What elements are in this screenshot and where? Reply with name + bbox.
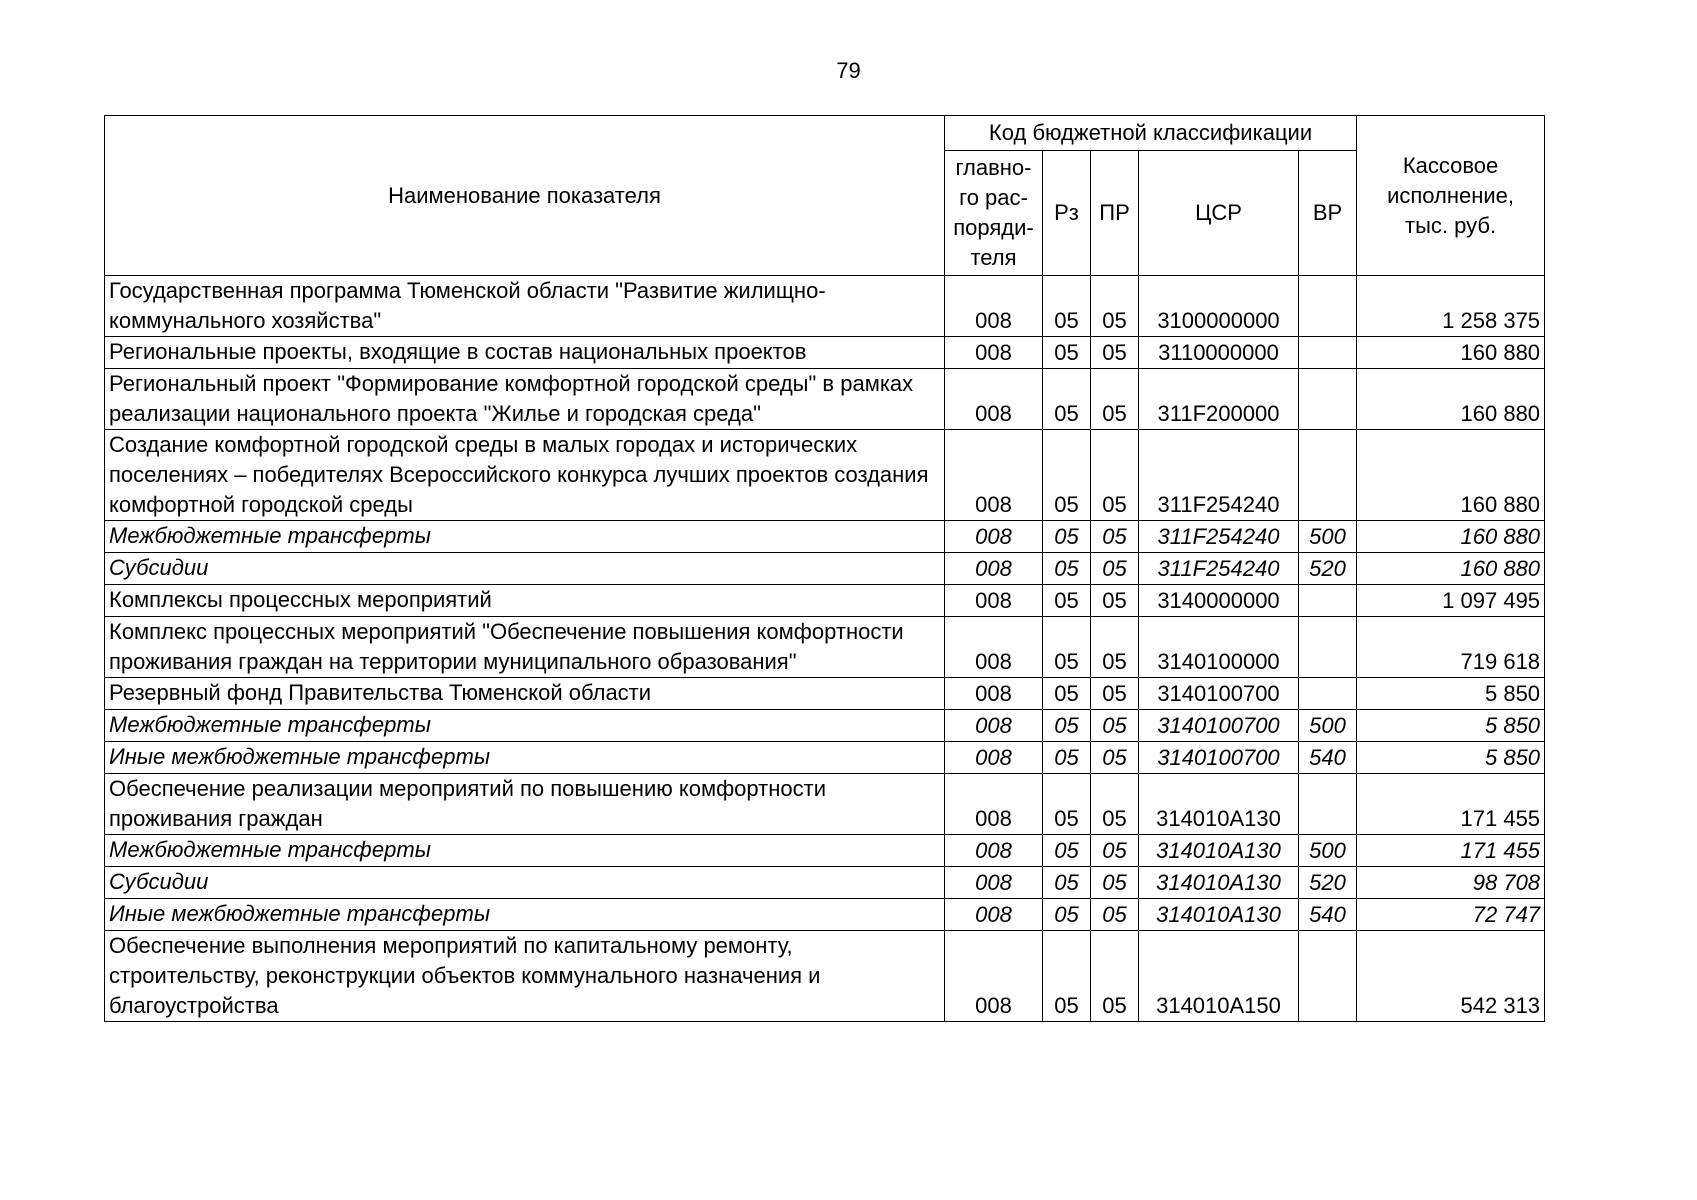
- header-glav: [945, 151, 1043, 276]
- header-amount: [1357, 116, 1545, 276]
- row-glav: 008: [945, 276, 1043, 337]
- row-csr: 3140100000: [1139, 617, 1299, 678]
- row-glav: 008: [945, 337, 1043, 369]
- row-amount: 542 313: [1357, 931, 1545, 1022]
- row-amount: 160 880: [1357, 337, 1545, 369]
- header-rz: Рз: [1043, 151, 1091, 276]
- table-row: [105, 710, 1545, 742]
- row-name: Обеспечение выполнения мероприятий по капитальному ремонту, строительству, реконструкции объектов коммунального назначения и благоустройства: [105, 931, 945, 1022]
- row-csr: 3110000000: [1139, 337, 1299, 369]
- row-name: Государственная программа Тюменской области "Развитие жилищно-коммунального хозяйства": [105, 276, 945, 337]
- header-amount-line: Кассовое: [1402, 152, 1499, 178]
- header-glav-line: поряди-: [953, 215, 1034, 240]
- row-csr: 3140000000: [1139, 585, 1299, 617]
- row-vr: [1299, 337, 1357, 369]
- row-amount: 160 880: [1357, 553, 1545, 585]
- table-row: [105, 835, 1545, 867]
- row-vr: [1299, 276, 1357, 337]
- row-name: Региональный проект "Формирование комфортной городской среды" в рамках реализации национального проекта "Жилье и городская среда": [105, 369, 945, 430]
- row-vr: [1299, 678, 1357, 710]
- row-pr: 05: [1091, 867, 1139, 899]
- row-pr: 05: [1091, 430, 1139, 521]
- row-csr: 311F254240: [1139, 521, 1299, 553]
- row-rz: 05: [1043, 337, 1091, 369]
- row-glav: 008: [945, 867, 1043, 899]
- row-glav: 008: [945, 899, 1043, 931]
- table-body: [105, 276, 1545, 1022]
- row-csr: 314010A130: [1139, 774, 1299, 835]
- header-vr: ВР: [1299, 151, 1357, 276]
- table-row: [105, 899, 1545, 931]
- row-name: Субсидии: [105, 553, 945, 585]
- row-vr: [1299, 369, 1357, 430]
- row-amount: 72 747: [1357, 899, 1545, 931]
- row-csr: 311F200000: [1139, 369, 1299, 430]
- row-name: Межбюджетные трансферты: [105, 521, 945, 553]
- table-row: [105, 678, 1545, 710]
- row-pr: 05: [1091, 678, 1139, 710]
- row-rz: 05: [1043, 430, 1091, 521]
- row-pr: 05: [1091, 931, 1139, 1022]
- row-pr: 05: [1091, 521, 1139, 553]
- table-row: [105, 337, 1545, 369]
- row-rz: 05: [1043, 585, 1091, 617]
- row-amount: 1 258 375: [1357, 276, 1545, 337]
- row-amount: 160 880: [1357, 430, 1545, 521]
- row-rz: 05: [1043, 617, 1091, 678]
- row-rz: 05: [1043, 742, 1091, 774]
- row-amount: 171 455: [1357, 835, 1545, 867]
- row-rz: 05: [1043, 774, 1091, 835]
- row-glav: 008: [945, 774, 1043, 835]
- row-pr: 05: [1091, 617, 1139, 678]
- table-row: [105, 521, 1545, 553]
- row-glav: 008: [945, 678, 1043, 710]
- row-amount: 719 618: [1357, 617, 1545, 678]
- row-name: Обеспечение реализации мероприятий по повышению комфортности проживания граждан: [105, 774, 945, 835]
- table-row: [105, 867, 1545, 899]
- row-vr: 540: [1299, 742, 1357, 774]
- row-vr: 520: [1299, 867, 1357, 899]
- table-row: [105, 617, 1545, 678]
- row-rz: 05: [1043, 678, 1091, 710]
- row-rz: 05: [1043, 867, 1091, 899]
- row-vr: [1299, 585, 1357, 617]
- table-row: [105, 742, 1545, 774]
- row-pr: 05: [1091, 835, 1139, 867]
- row-pr: 05: [1091, 276, 1139, 337]
- header-pr: ПР: [1091, 151, 1139, 276]
- row-pr: 05: [1091, 337, 1139, 369]
- row-amount: 1 097 495: [1357, 585, 1545, 617]
- row-pr: 05: [1091, 774, 1139, 835]
- row-glav: 008: [945, 430, 1043, 521]
- row-rz: 05: [1043, 276, 1091, 337]
- row-csr: 314010A130: [1139, 899, 1299, 931]
- row-rz: 05: [1043, 710, 1091, 742]
- table-row: [105, 931, 1545, 1022]
- row-vr: 500: [1299, 521, 1357, 553]
- row-name: Межбюджетные трансферты: [105, 710, 945, 742]
- row-csr: 311F254240: [1139, 553, 1299, 585]
- row-glav: 008: [945, 710, 1043, 742]
- row-glav: 008: [945, 553, 1043, 585]
- row-pr: 05: [1091, 369, 1139, 430]
- row-amount: 171 455: [1357, 774, 1545, 835]
- row-vr: 500: [1299, 835, 1357, 867]
- row-name: Комплексы процессных мероприятий: [105, 585, 945, 617]
- row-pr: 05: [1091, 710, 1139, 742]
- header-csr: ЦСР: [1139, 151, 1299, 276]
- row-rz: 05: [1043, 553, 1091, 585]
- row-name: Создание комфортной городской среды в малых городах и исторических поселениях – победителях Всероссийского конкурса лучших проектов создания комфортной городской среды: [105, 430, 945, 521]
- row-csr: 3100000000: [1139, 276, 1299, 337]
- table-row: [105, 553, 1545, 585]
- row-rz: 05: [1043, 899, 1091, 931]
- row-rz: 05: [1043, 521, 1091, 553]
- row-csr: 311F254240: [1139, 430, 1299, 521]
- table-row: [105, 585, 1545, 617]
- row-vr: 520: [1299, 553, 1357, 585]
- page-number: 79: [836, 58, 861, 83]
- header-name: Наименование показателя: [105, 116, 945, 276]
- row-pr: 05: [1091, 553, 1139, 585]
- header-glav-line: теля: [970, 245, 1017, 270]
- row-csr: 3140100700: [1139, 742, 1299, 774]
- row-amount: 98 708: [1357, 867, 1545, 899]
- row-amount: 5 850: [1357, 678, 1545, 710]
- header-amount-line: тыс. руб.: [1405, 212, 1497, 238]
- row-vr: [1299, 430, 1357, 521]
- row-vr: 500: [1299, 710, 1357, 742]
- row-name: Субсидии: [105, 867, 945, 899]
- row-name: Резервный фонд Правительства Тюменской области: [105, 678, 945, 710]
- row-name: Региональные проекты, входящие в состав национальных проектов: [105, 337, 945, 369]
- row-glav: 008: [945, 931, 1043, 1022]
- header-amount-line: исполнение,: [1387, 182, 1515, 208]
- row-rz: 05: [1043, 931, 1091, 1022]
- row-csr: 314010A150: [1139, 931, 1299, 1022]
- row-rz: 05: [1043, 835, 1091, 867]
- table-row: [105, 276, 1545, 337]
- row-csr: 314010A130: [1139, 867, 1299, 899]
- row-vr: [1299, 617, 1357, 678]
- header-classification-group: Код бюджетной классификации: [945, 116, 1357, 151]
- row-vr: 540: [1299, 899, 1357, 931]
- row-amount: 160 880: [1357, 521, 1545, 553]
- row-rz: 05: [1043, 369, 1091, 430]
- row-amount: 5 850: [1357, 742, 1545, 774]
- budget-table: [104, 115, 1545, 1022]
- row-glav: 008: [945, 835, 1043, 867]
- table-row: [105, 430, 1545, 521]
- table-row: [105, 369, 1545, 430]
- row-glav: 008: [945, 521, 1043, 553]
- row-glav: 008: [945, 617, 1043, 678]
- row-pr: 05: [1091, 585, 1139, 617]
- row-amount: 5 850: [1357, 710, 1545, 742]
- row-name: Иные межбюджетные трансферты: [105, 899, 945, 931]
- row-glav: 008: [945, 369, 1043, 430]
- header-glav-line: го рас-: [959, 185, 1028, 210]
- row-glav: 008: [945, 742, 1043, 774]
- row-glav: 008: [945, 585, 1043, 617]
- row-csr: 3140100700: [1139, 678, 1299, 710]
- row-pr: 05: [1091, 742, 1139, 774]
- row-csr: 3140100700: [1139, 710, 1299, 742]
- row-vr: [1299, 931, 1357, 1022]
- row-csr: 314010A130: [1139, 835, 1299, 867]
- header-glav-line: главно-: [955, 155, 1032, 180]
- row-vr: [1299, 774, 1357, 835]
- row-pr: 05: [1091, 899, 1139, 931]
- row-name: Комплекс процессных мероприятий "Обеспечение повышения комфортности проживания граждан на территории муниципального образования": [105, 617, 945, 678]
- row-name: Межбюджетные трансферты: [105, 835, 945, 867]
- row-name: Иные межбюджетные трансферты: [105, 742, 945, 774]
- row-amount: 160 880: [1357, 369, 1545, 430]
- table-row: [105, 774, 1545, 835]
